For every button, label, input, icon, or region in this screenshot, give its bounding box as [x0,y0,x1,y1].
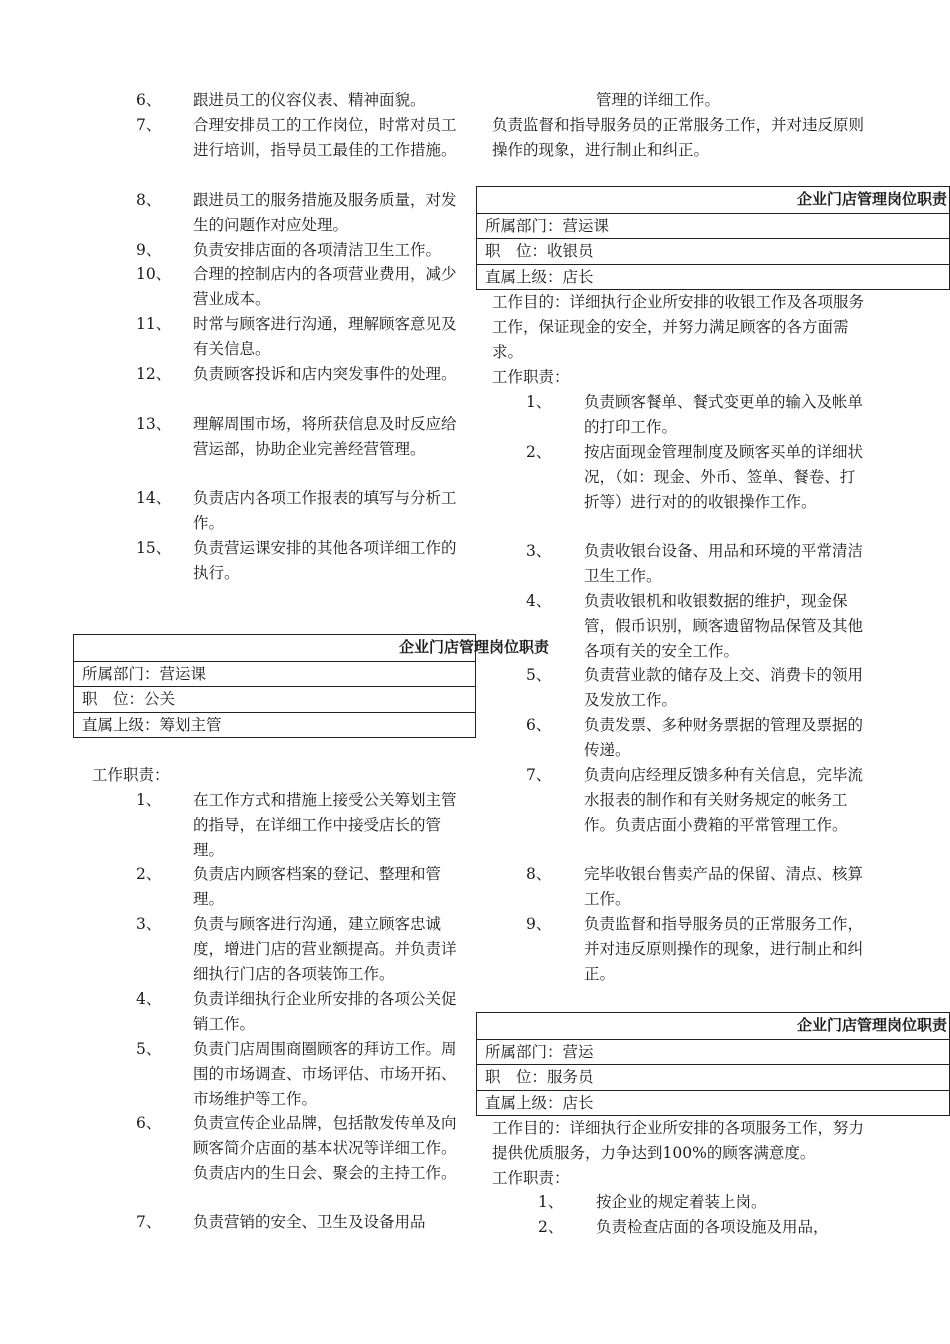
item-text: 负责宣传企业品牌，包括散发传单及向顾客简介店面的基本状况等详细工作。负责店内的生日会、聚会的主持工作。 [193,1114,457,1182]
superior-row: 直属上级：店长 [477,264,949,289]
item-number: 2、 [538,1218,564,1236]
superior-row: 直属上级：店长 [477,1090,949,1115]
position-row: 职 位：公关 [74,686,475,711]
work-purpose: 工作目的：详细执行企业所安排的各项服务工作，努力提供优质服务，力争达到100%的顾客满意度。 [492,1119,865,1162]
item-text: 负责营业款的储存及上交、消费卡的领用及发放工作。 [584,666,864,709]
item-text: 负责营运课安排的其他各项详细工作的执行。 [193,539,457,582]
item-text: 负责与顾客进行沟通，建立顾客忠诚度，增进门店的营业额提高。并负责详细执行门店的各项装饰工作。 [193,915,457,983]
item-text: 负责店内各项工作报表的填写与分析工作。 [193,489,457,532]
item-text: 负责门店周围商圈顾客的拜访工作。周围的市场调查、市场评估、市场开拓、市场维护等工作。 [193,1040,457,1108]
item-number: 5、 [136,1040,162,1058]
item-number: 2、 [136,865,162,883]
item-number: 12、 [136,365,172,383]
item-text: 按店面现金管理制度及顾客买单的详细状况，（如：现金、外币、签单、餐卷、打折等）进行对的的收银操作工作。 [584,443,864,511]
item-text: 跟进员工的服务措施及服务质量，对发生的问题作对应处理。 [193,191,457,234]
item-number: 7、 [526,766,552,784]
department-row: 所属部门：营运 [477,1039,949,1064]
item-number: 11、 [136,315,172,333]
item-number: 1、 [526,393,552,411]
item-number: 8、 [136,191,162,209]
job-info-box-waiter [476,1012,950,1116]
item-number: 7、 [136,1213,162,1231]
item-number: 3、 [526,542,552,560]
department-row: 所属部门：营运课 [74,661,475,686]
item-text: 负责顾客投诉和店内突发事件的处理。 [193,365,457,383]
item-number: 8、 [526,865,552,883]
duties-label: 工作职责： [492,1169,570,1187]
item-number: 4、 [136,990,162,1008]
item-number: 1、 [538,1193,564,1211]
item-text: 负责店内顾客档案的登记、整理和管理。 [193,865,442,908]
item-number: 10、 [136,265,172,283]
item-number: 9、 [526,915,552,933]
item-text: 合理的控制店内的各项营业费用，减少营业成本。 [193,265,457,308]
job-info-box-pr [73,634,549,738]
item-number: 13、 [136,415,172,433]
item-text: 负责检查店面的各项设施及用品， [596,1218,829,1236]
superior-row: 直属上级：筹划主管 [74,712,475,737]
department-row: 所属部门：营运课 [477,213,949,238]
position-row: 职 位：收银员 [477,238,949,263]
item-text: 合理安排员工的工作岗位，时常对员工进行培训，指导员工最佳的工作措施。 [193,116,457,159]
item-text: 负责安排店面的各项清洁卫生工作。 [193,241,442,259]
item-text: 负责收银台设备、用品和环境的平常清洁卫生工作。 [584,542,864,585]
item-text: 按企业的规定着装上岗。 [596,1193,767,1211]
item-text: 负责详细执行企业所安排的各项公关促销工作。 [193,990,457,1033]
item-text: 负责向店经理反馈多种有关信息，完毕流水报表的制作和有关财务规定的帐务工作。负责店面小费箱的平常管理工作。 [584,766,864,834]
item-number: 14、 [136,489,172,507]
continued-text: 管理的详细工作。 [596,91,721,109]
duties-label: 工作职责： [492,368,570,386]
box-title: 企业门店管理岗位职责 [398,638,549,656]
item-text: 负责收银机和收银数据的维护，现金保管，假币识别，顾客遗留物品保管及其他各项有关的安全工作。 [584,592,864,660]
box-title: 企业门店管理岗位职责 [796,1016,947,1034]
item-number: 6、 [136,1114,162,1132]
item-text: 负责营销的安全、卫生及设备用品 [193,1213,426,1231]
item-number: 1、 [136,791,162,809]
duties-label: 工作职责： [92,766,170,784]
item-text: 跟进员工的仪容仪表、精神面貌。 [193,91,426,109]
item-text: 完毕收银台售卖产品的保留、清点、核算工作。 [584,865,864,908]
item-number: 7、 [136,116,162,134]
item-text: 时常与顾客进行沟通，理解顾客意见及有关信息。 [193,315,457,358]
item-number: 6、 [136,91,162,109]
box-title: 企业门店管理岗位职责 [796,190,947,208]
item-text: 负责顾客餐单、餐式变更单的输入及帐单的打印工作。 [584,393,864,436]
item-number: 2、 [526,443,552,461]
right-column [476,0,950,1344]
item-number: 3、 [136,915,162,933]
item-text: 理解周围市场，将所获信息及时反应给营运部，协助企业完善经营管理。 [193,415,457,458]
position-row: 职 位：服务员 [477,1064,949,1089]
item-number: 15、 [136,539,172,557]
item-number: 9、 [136,241,162,259]
item-text: 负责监督和指导服务员的正常服务工作，并对违反原则操作的现象，进行制止和纠正。 [584,915,864,983]
item-text: 在工作方式和措施上接受公关筹划主管的指导，在详细工作中接受店长的管理。 [193,791,457,859]
work-purpose: 工作目的：详细执行企业所安排的收银工作及各项服务工作，保证现金的安全，并努力满足顾客的各方面需求。 [492,293,865,361]
item-text: 负责发票、多种财务票据的管理及票据的传递。 [584,716,864,759]
job-info-box-cashier [476,186,950,290]
item-number: 5、 [526,666,552,684]
item-number: 4、 [526,592,552,610]
continued-paragraph: 负责监督和指导服务员的正常服务工作，并对违反原则操作的现象，进行制止和纠正。 [492,116,865,159]
item-number: 6、 [526,716,552,734]
